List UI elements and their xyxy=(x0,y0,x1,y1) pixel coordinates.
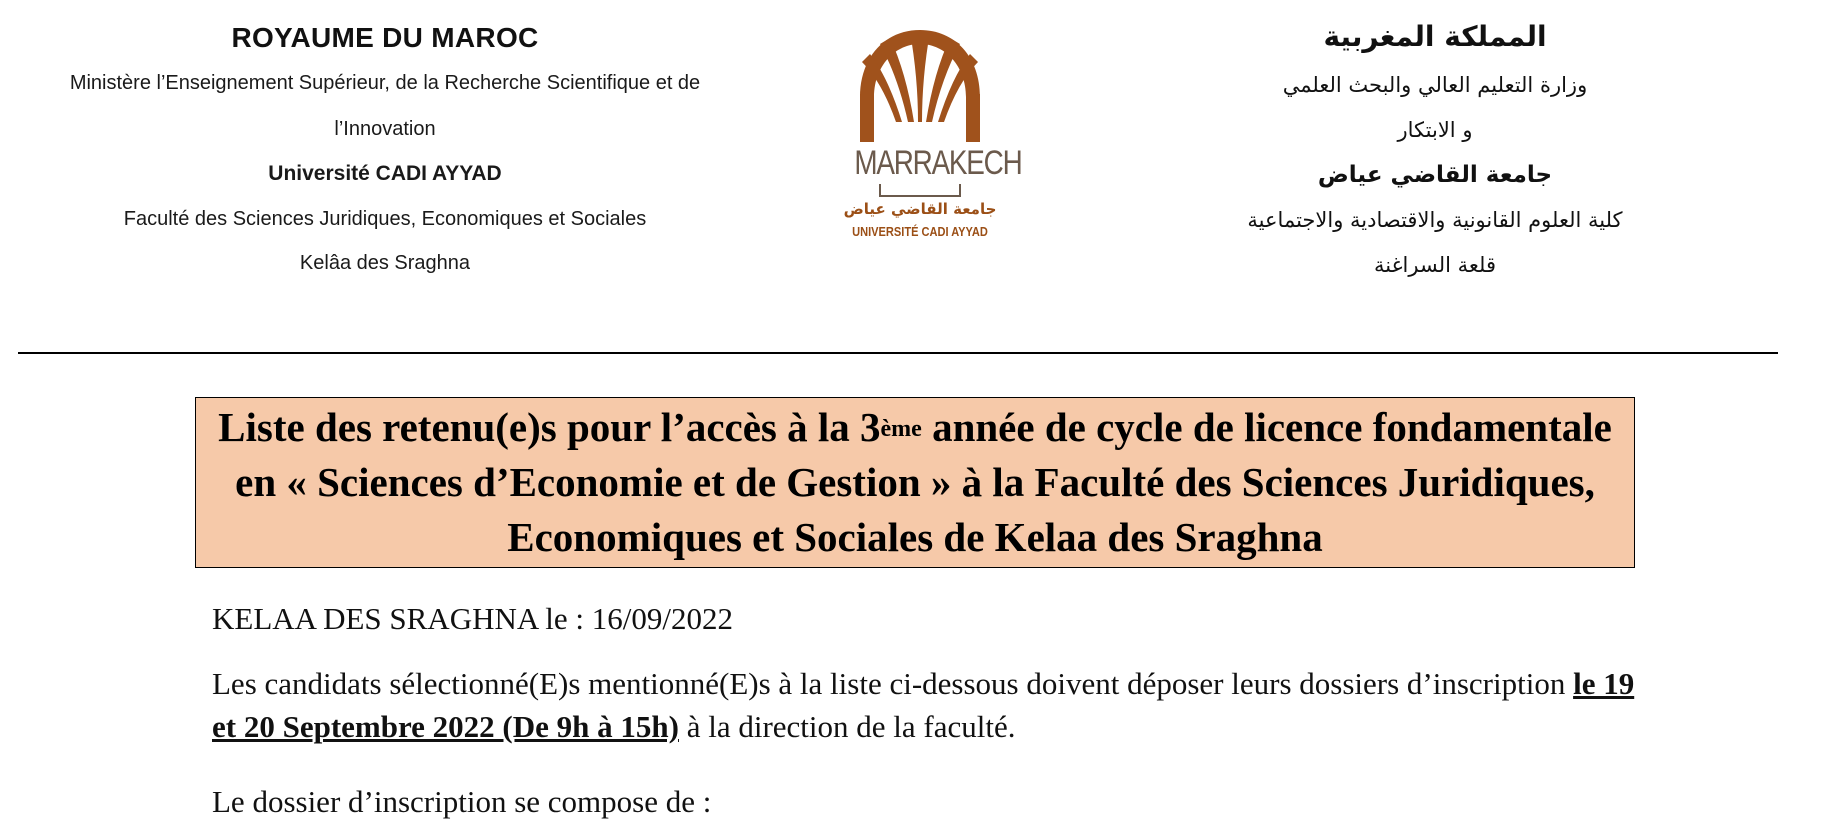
ministry-line-1-ar: وزارة التعليم العالي والبحث العلمي xyxy=(1282,73,1588,97)
dossier-heading: Le dossier d’inscription se compose de : xyxy=(212,784,712,819)
logo-divider-icon xyxy=(840,182,1000,202)
title-superscript: ème xyxy=(880,416,922,442)
instructions-text-after: à la direction de la faculté. xyxy=(678,709,1016,744)
header-right-arabic xyxy=(1225,20,1645,288)
city-name-ar: قلعة السراغنة xyxy=(1373,253,1497,277)
university-name-fr: Université CADI AYYAD xyxy=(268,162,502,185)
title-part-1: Liste des retenu(e)s pour l’accès à la 3 xyxy=(218,404,881,450)
title-box xyxy=(195,397,1635,568)
palm-arch-emblem-icon xyxy=(840,22,1000,147)
ministry-line-1-fr: Ministère l’Enseignement Supérieur, de la Recherche Scientifique et de xyxy=(69,72,701,94)
title-part-2: année de cycle de licence fondamentale en « Sciences d’Economie et de Gestion » à la Faculté des Sciences Juridiques, Economiques et Sociales de Kelaa des Sraghna xyxy=(235,404,1612,560)
instructions-text-before: Les candidats sélectionné(E)s mentionné(E)s à la liste ci-dessous doivent déposer leurs dossiers d’inscription xyxy=(212,666,1574,701)
header-left-french xyxy=(30,20,740,278)
city-name-fr: Kelâa des Sraghna xyxy=(299,252,471,274)
ministry-line-2-fr: l’Innovation xyxy=(334,118,436,140)
faculty-name-ar: كلية العلوم القانونية والاقتصادية والاجتماعية xyxy=(1247,208,1623,232)
logo-arabic-text: جامعة القاضي عياض xyxy=(843,200,997,218)
date-line: KELAA DES SRAGHNA le : 16/09/2022 xyxy=(212,601,733,636)
registration-dates: le 19 et 20 Septembre 2022 (De 9h à 15h) xyxy=(212,666,1635,744)
document-title xyxy=(205,400,1625,565)
instructions-paragraph xyxy=(212,662,1652,748)
country-name-ar: المملكة المغربية xyxy=(1323,20,1547,53)
logo-city-text: MARRAKECH xyxy=(854,144,1022,182)
logo-university-text: UNIVERSITÉ CADI AYYAD xyxy=(852,224,988,239)
faculty-name-fr: Faculté des Sciences Juridiques, Economiques et Sociales xyxy=(123,208,647,230)
country-name-fr: ROYAUME DU MAROC xyxy=(231,22,539,53)
ministry-line-2-ar: و الابتكار xyxy=(1397,118,1473,142)
university-logo xyxy=(840,22,1022,252)
header-divider xyxy=(18,352,1778,354)
university-name-ar: جامعة القاضي عياض xyxy=(1317,162,1553,188)
